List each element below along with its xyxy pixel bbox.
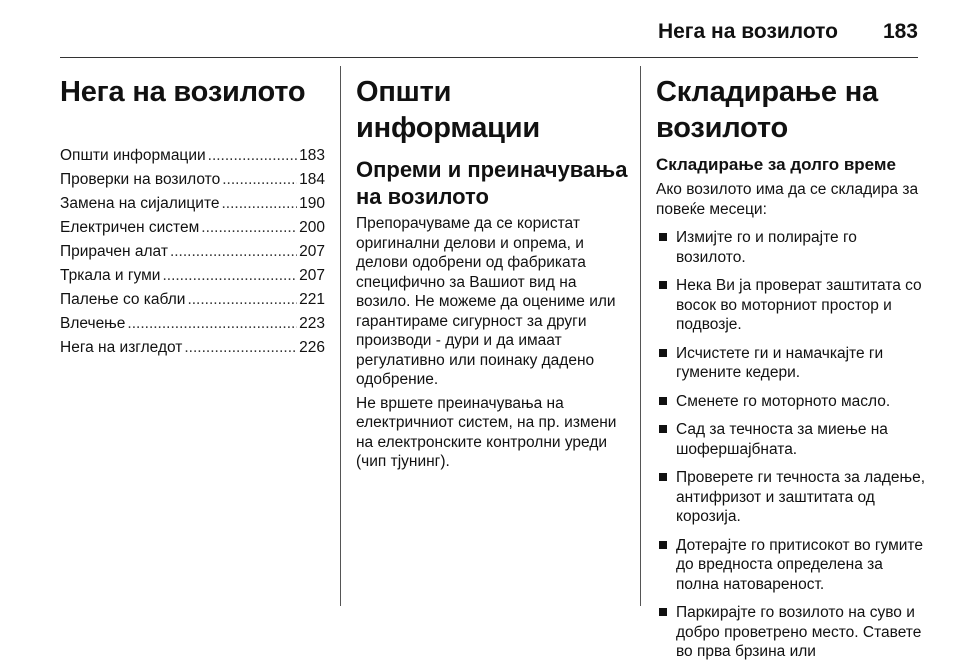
toc-entry[interactable] <box>60 240 325 264</box>
list-item-text: Сменете го моторното масло. <box>676 392 891 410</box>
toc-entry-label: Замена на сијалиците <box>60 195 220 212</box>
list-item <box>656 344 926 383</box>
toc-leader-dots <box>222 192 298 216</box>
toc-entry[interactable] <box>60 216 325 240</box>
toc-entry[interactable] <box>60 336 325 360</box>
subsection-title: Складирање за долго време <box>656 155 896 174</box>
page-number: 183 <box>882 20 918 43</box>
body-paragraph: Препорачуваме да се користат оригинални делови и опрема, и делови одобрени од фабриката специфично за Вашиот вид на возило. Не можеме да оцениме или гарантираме сигурност за други производи - дури и да имаат регулативно или поинаку дадено одобрение. <box>356 215 616 388</box>
toc-entry-label: Општи информации <box>60 147 206 164</box>
toc-entry-page: 184 <box>299 171 325 188</box>
column-divider-1 <box>340 66 341 606</box>
list-item <box>656 276 926 335</box>
toc-entry-label: Палење со кабли <box>60 291 186 308</box>
list-item-text: Дотерајте го притисокот во гумите до вредноста определена за полна натовареност. <box>676 536 923 593</box>
toc-entry-label: Влечење <box>60 315 126 332</box>
toc-entry-page: 183 <box>299 147 325 164</box>
toc-leader-dots <box>201 216 297 240</box>
list-item-text: Нека Ви ја проверат заштитата со восок во моторниот простор и подвозје. <box>676 277 922 333</box>
body-paragraph: Не вршете преиначувања на електричниот систем, на пр. измени на електронските контролни уреди (чип тјунинг). <box>356 394 617 470</box>
list-item-text: Сад за течноста за миење на шофершајбната. <box>676 421 888 458</box>
toc-entry[interactable] <box>60 144 325 168</box>
column-contents <box>60 66 325 360</box>
toc-leader-dots <box>187 288 297 312</box>
toc-entry-page: 221 <box>299 291 325 308</box>
toc-entry[interactable] <box>60 192 325 216</box>
column-divider-2 <box>640 66 641 606</box>
toc-leader-dots <box>127 312 297 336</box>
toc-entry-label: Проверки на возилото <box>60 171 221 188</box>
section-title: Складирање на возилото <box>656 76 878 144</box>
toc-entry-page: 200 <box>299 219 325 236</box>
square-bullet-icon <box>659 608 667 616</box>
square-bullet-icon <box>659 281 667 289</box>
column-vehicle-storage <box>656 66 926 662</box>
toc-leader-dots <box>222 168 297 192</box>
square-bullet-icon <box>659 473 667 481</box>
list-item-text: Измијте го и полирајте го возилото. <box>676 229 857 266</box>
list-item <box>656 603 926 662</box>
column-general-info <box>356 66 628 472</box>
chapter-title: Нега на возилото <box>60 76 306 108</box>
list-item <box>656 420 926 459</box>
toc-entry-page: 223 <box>299 315 325 332</box>
toc-leader-dots <box>208 144 297 168</box>
toc-entry[interactable] <box>60 312 325 336</box>
table-of-contents <box>60 144 325 360</box>
list-item <box>656 392 926 412</box>
toc-leader-dots <box>184 336 297 360</box>
toc-entry-label: Електричен систем <box>60 219 200 236</box>
square-bullet-icon <box>659 397 667 405</box>
subsection-title: Опреми и преиначувања на возилото <box>356 157 628 209</box>
header-divider <box>60 57 918 58</box>
toc-entry-page: 226 <box>299 339 325 356</box>
list-item-text: Проверете ги течноста за ладење, антифризот и заштитата од корозија. <box>676 469 926 525</box>
list-item <box>656 536 926 595</box>
toc-entry-page: 207 <box>299 243 325 260</box>
storage-checklist <box>656 228 926 662</box>
intro-paragraph: Ако возилото има да се складира за повеќе месеци: <box>656 181 919 218</box>
header-title: Нега на возилото <box>657 20 838 43</box>
square-bullet-icon <box>659 425 667 433</box>
list-item <box>656 228 926 267</box>
list-item-text: Паркирајте го возилото на суво и добро проветрено место. Ставете во прва брзина или <box>676 604 922 660</box>
toc-entry-page: 207 <box>299 267 325 284</box>
toc-leader-dots <box>170 240 297 264</box>
list-item <box>656 468 926 527</box>
toc-entry-label: Нега на изгледот <box>60 339 183 356</box>
square-bullet-icon <box>659 349 667 357</box>
toc-entry-label: Прирачен алат <box>60 243 168 260</box>
page-header <box>60 14 918 54</box>
square-bullet-icon <box>659 233 667 241</box>
section-title: Општи информации <box>356 76 541 144</box>
toc-entry[interactable] <box>60 264 325 288</box>
toc-entry[interactable] <box>60 288 325 312</box>
toc-entry[interactable] <box>60 168 325 192</box>
list-item-text: Исчистете ги и намачкајте ги гумените кедери. <box>676 344 884 381</box>
toc-entry-label: Тркала и гуми <box>60 267 161 284</box>
toc-leader-dots <box>162 264 297 288</box>
toc-entry-page: 190 <box>299 195 325 212</box>
square-bullet-icon <box>659 541 667 549</box>
